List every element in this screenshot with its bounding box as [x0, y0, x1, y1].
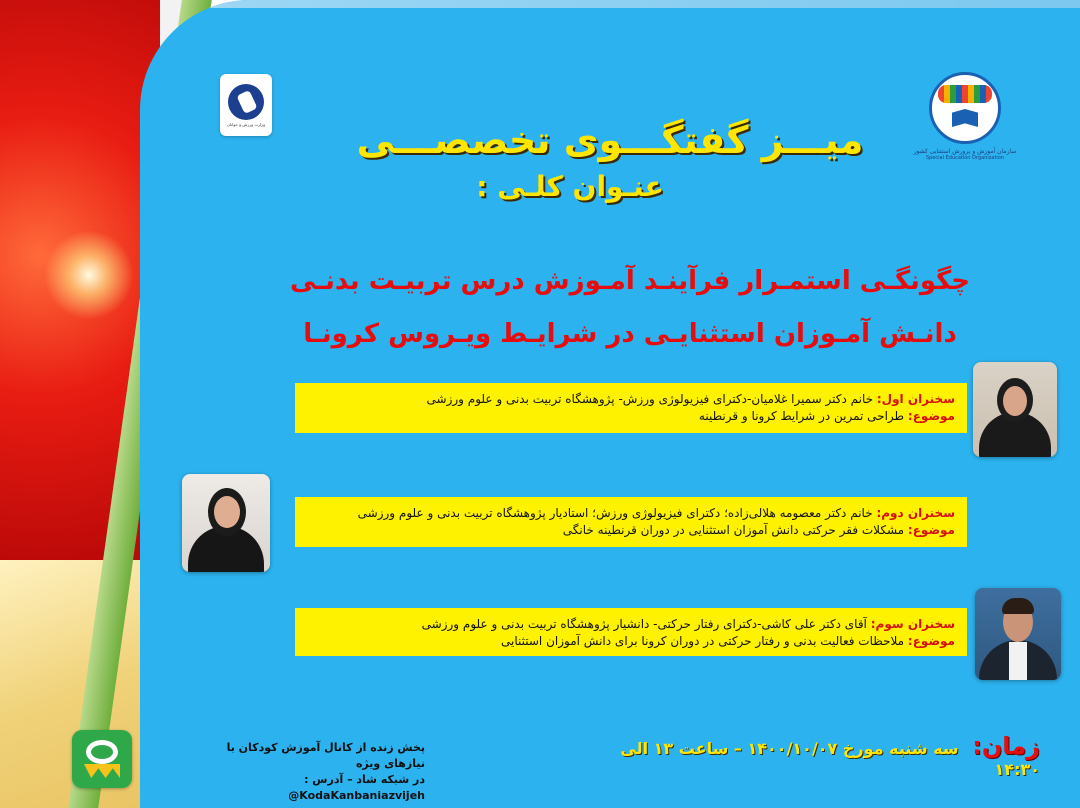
speaker-1-topic: طراحی تمرین در شرایط کرونا و قرنطینه: [698, 409, 905, 423]
speaker-1-photo: [973, 362, 1057, 457]
broadcast-line-2: در شبکه شاد – آدرس :: [304, 773, 425, 786]
main-title-line-1: چگونگـی استمـرار فرآینـد آمـوزش درس تربیـت بدنـی: [289, 266, 971, 296]
organization-logo-caption: سازمان آموزش و پرورش استثنایی کشور: [913, 148, 1017, 155]
speaker-3-topic: ملاحظات فعالیت بدنی و رفتار حرکتی در دوران کرونا برای دانش آموزان استثنایی: [501, 634, 905, 648]
schedule: [600, 732, 1040, 779]
organization-logo: [895, 72, 1035, 177]
speaker-3-tag: سخنران سوم:: [870, 617, 955, 631]
channel-handle[interactable]: @KodaKanbaniazvijeh: [288, 789, 425, 802]
speaker-3-topic-tag: موضوع:: [907, 634, 955, 648]
schedule-label: زمان:: [972, 732, 1040, 760]
schedule-value: سه شنبه مورخ ۱۴۰۰/۱۰/۰۷ – ساعت ۱۳ الی ۱۴:۳۰: [620, 739, 1040, 779]
speaker-1-desc: خانم دکتر سمیرا غلامیان-دکترای فیزیولوژی ورزش- پژوهشگاه تربیت بدنی و علوم ورزشی: [426, 392, 874, 406]
speaker-card-2: [295, 497, 967, 547]
sparkle-decoration: [44, 230, 134, 320]
organization-logo-caption-en: Special Education Organization: [925, 155, 1005, 161]
speaker-2-tag: سخنران دوم:: [876, 506, 955, 520]
speaker-3-photo: [975, 588, 1061, 680]
broadcast-info: [185, 740, 425, 804]
page-headline: میـــز گفتگـــوی تخصصـــی: [356, 118, 864, 162]
main-title: [260, 255, 1000, 361]
speaker-2-topic: مشکلات فقر حرکتی دانش آموزان استثنایی در دوران قرنطینه خانگی: [562, 523, 905, 537]
broadcast-line-1: پخش زنده از کانال آموزش کودکان با نیازهای ویژه: [226, 741, 425, 770]
shad-app-logo: [72, 730, 132, 788]
speaker-1-tag: سخنران اول:: [876, 392, 955, 406]
organization-emblem-icon: [929, 72, 1001, 144]
speaker-2-topic-tag: موضوع:: [907, 523, 955, 537]
shad-logo-icon: [86, 740, 118, 764]
speaker-card-1: [295, 383, 967, 433]
speaker-2-desc: خانم دکتر معصومه هلالی‌زاده؛ دکترای فیزیولوژی ورزش؛ استادیار پژوهشگاه تربیت بدنی و علوم ورزشی: [357, 506, 873, 520]
speaker-2-photo: [182, 474, 270, 572]
main-title-line-2: دانـش آمـوزان استثنایـی در شرایـط ویـروس کرونـا: [303, 319, 957, 349]
ministry-logo-caption: وزارت ورزش و جوانان: [226, 121, 265, 127]
ministry-logo: [220, 74, 272, 136]
speaker-1-topic-tag: موضوع:: [907, 409, 955, 423]
speaker-card-3: [295, 608, 967, 656]
page-subheading: عنـوان کلـی :: [476, 170, 664, 203]
speaker-3-desc: آقای دکتر علی کاشی-دکترای رفتار حرکتی- دانشیار پژوهشگاه تربیت بدنی و علوم ورزشی: [421, 617, 867, 631]
ministry-emblem-icon: [228, 84, 264, 120]
